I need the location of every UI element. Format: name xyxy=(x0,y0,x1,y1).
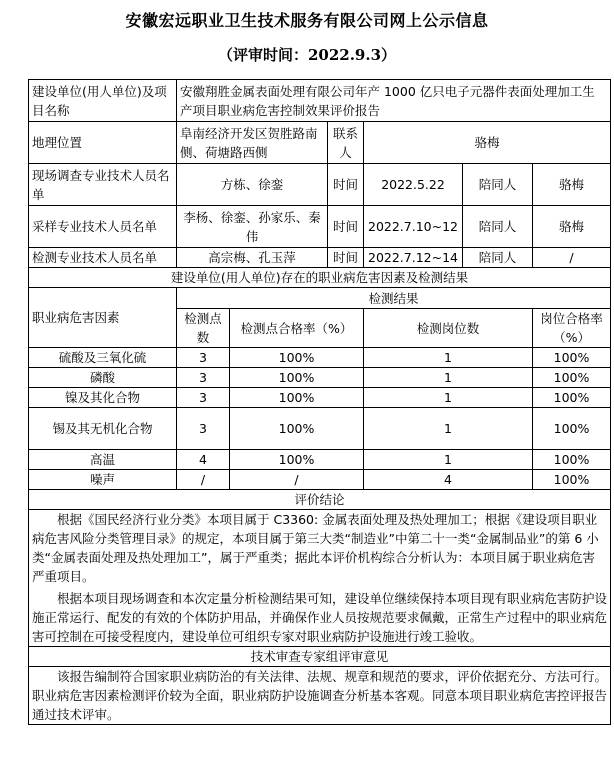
row-unit xyxy=(29,80,611,122)
factor-name: 高温 xyxy=(29,450,177,470)
sampling-time-label: 时间 xyxy=(328,206,364,248)
conclusion-body xyxy=(29,510,611,647)
results-header: 检测结果 xyxy=(177,288,611,309)
conclusion-paragraph-1: 根据《国民经济行业分类》本项目属于 C3360: 金属表面处理及热处理加工；根据《建设项目职业病危害风险分类管理目录》的规定，本项目属于第三大类“制造业”中第二十一类“金属制品业”的第 6 小类“金属表面处理及热处理加工”，属于严重类；据此本评价机构综合分析认为：本项目属于职业病危害严重项目。 xyxy=(32,512,599,584)
survey-accomp: 骆梅 xyxy=(533,164,611,206)
results-header-row xyxy=(29,288,611,309)
hazard-heading-row xyxy=(29,268,611,288)
conclusion-paragraph-2: 根据本项目现场调查和本次定量分析检测结果可知，建设单位继续保持本项目现有职业病危害防护设施正常运行、配发的有效的个体防护用品，并确保作业人员按规范要求佩戴，正常生产过程中的职业病危害可控制在可接受程度内，建设单位可组织专家对职业病防护设施进行竣工验收。 xyxy=(32,591,608,644)
unit-value: 安徽翔胜金属表面处理有限公司年产 1000 亿只电子元器件表面处理加工生产项目职业病危害控制效果评价报告 xyxy=(177,80,611,122)
testing-accomp: / xyxy=(533,248,611,268)
conclusion-heading-row xyxy=(29,490,611,510)
conclusion-body-row xyxy=(29,510,611,647)
sampling-names: 李杨、徐銮、孙家乐、秦伟 xyxy=(177,206,328,248)
posts-value: 1 xyxy=(364,450,533,470)
table-row xyxy=(29,408,611,450)
hazard-heading: 建设单位(用人单位)存在的职业病危害因素及检测结果 xyxy=(29,268,611,288)
post-rate-value: 100% xyxy=(533,470,611,490)
testing-names: 高宗梅、孔玉萍 xyxy=(177,248,328,268)
col-posts: 检测岗位数 xyxy=(364,309,533,348)
page-title: 安徽宏远职业卫生技术服务有限公司网上公示信息 xyxy=(125,11,489,30)
survey-label: 现场调查专业技术人员名单 xyxy=(29,164,177,206)
survey-names: 方栋、徐銮 xyxy=(177,164,328,206)
post-rate-value: 100% xyxy=(533,408,611,450)
factor-name: 锡及其无机化合物 xyxy=(29,408,177,450)
conclusion-heading: 评价结论 xyxy=(29,490,611,510)
testing-label: 检测专业技术人员名单 xyxy=(29,248,177,268)
posts-value: 1 xyxy=(364,368,533,388)
row-location xyxy=(29,122,611,164)
points-value: 3 xyxy=(177,388,230,408)
factor-name: 磷酸 xyxy=(29,368,177,388)
post-rate-value: 100% xyxy=(533,388,611,408)
point-rate-value: 100% xyxy=(230,388,364,408)
factor-name: 噪声 xyxy=(29,470,177,490)
point-rate-value: / xyxy=(230,470,364,490)
points-value: / xyxy=(177,470,230,490)
posts-value: 1 xyxy=(364,408,533,450)
points-value: 4 xyxy=(177,450,230,470)
col-point-rate: 检测点合格率（%） xyxy=(230,309,364,348)
testing-time: 2022.7.12~14 xyxy=(364,248,463,268)
point-rate-value: 100% xyxy=(230,368,364,388)
point-rate-value: 100% xyxy=(230,450,364,470)
points-value: 3 xyxy=(177,408,230,450)
post-rate-value: 100% xyxy=(533,450,611,470)
table-row xyxy=(29,388,611,408)
factor-header: 职业病危害因素 xyxy=(29,288,177,348)
post-rate-value: 100% xyxy=(533,348,611,368)
points-value: 3 xyxy=(177,348,230,368)
sampling-label: 采样专业技术人员名单 xyxy=(29,206,177,248)
point-rate-value: 100% xyxy=(230,348,364,368)
point-rate-value: 100% xyxy=(230,408,364,450)
review-date: （评审时间：2022.9.3） xyxy=(217,46,397,64)
sampling-accomp-label: 陪同人 xyxy=(463,206,533,248)
row-sampling xyxy=(29,206,611,248)
review-paragraph: 该报告编制符合国家职业病防治的有关法律、法规、规章和规范的要求，评价依据充分、方法可行。职业病危害因素检测评价较为全面，职业病防护设施调查分析基本客观。同意本项目职业病危害控评报告通过技术评审。 xyxy=(32,669,608,722)
review-heading: 技术审查专家组评审意见 xyxy=(29,647,611,667)
sampling-time: 2022.7.10~12 xyxy=(364,206,463,248)
points-value: 3 xyxy=(177,368,230,388)
row-survey xyxy=(29,164,611,206)
table-row xyxy=(29,470,611,490)
review-body-row xyxy=(29,667,611,725)
review-body xyxy=(29,667,611,725)
col-points: 检测点数 xyxy=(177,309,230,348)
location-value: 阜南经济开发区贺胜路南侧、荷塘路西侧 xyxy=(177,122,328,164)
review-heading-row xyxy=(29,647,611,667)
survey-accomp-label: 陪同人 xyxy=(463,164,533,206)
posts-value: 1 xyxy=(364,348,533,368)
table-row xyxy=(29,368,611,388)
contact-value: 骆梅 xyxy=(364,122,611,164)
post-rate-value: 100% xyxy=(533,368,611,388)
factor-name: 镍及其化合物 xyxy=(29,388,177,408)
testing-time-label: 时间 xyxy=(328,248,364,268)
row-testing xyxy=(29,248,611,268)
testing-accomp-label: 陪同人 xyxy=(463,248,533,268)
sampling-accomp: 骆梅 xyxy=(533,206,611,248)
table-row xyxy=(29,348,611,368)
contact-label: 联系人 xyxy=(328,122,364,164)
table-row xyxy=(29,450,611,470)
location-label: 地理位置 xyxy=(29,122,177,164)
survey-time: 2022.5.22 xyxy=(364,164,463,206)
col-post-rate: 岗位合格率（%） xyxy=(533,309,611,348)
posts-value: 1 xyxy=(364,388,533,408)
info-table xyxy=(28,79,611,725)
posts-value: 4 xyxy=(364,470,533,490)
factor-name: 硫酸及三氧化硫 xyxy=(29,348,177,368)
unit-label: 建设单位(用人单位)及项目名称 xyxy=(29,80,177,122)
survey-time-label: 时间 xyxy=(328,164,364,206)
